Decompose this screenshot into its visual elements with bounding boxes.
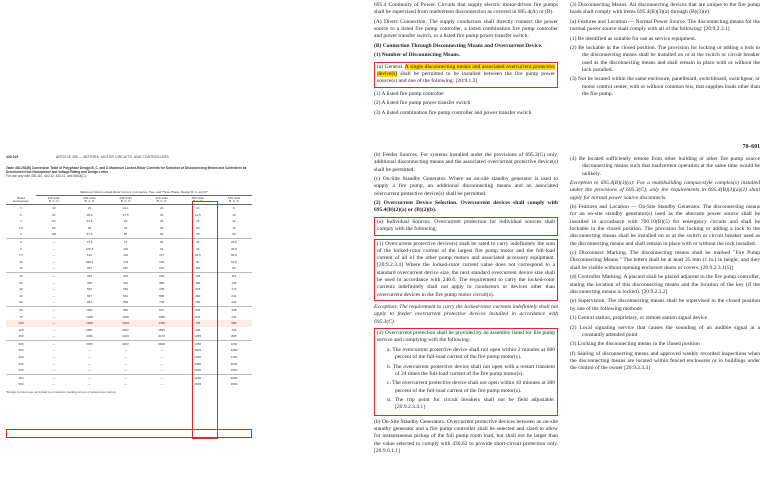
b1a-highlight: A single disconnecting means and associated overcurrent protective device(s) [377,63,555,78]
table-cell: 1450 [180,340,216,347]
para-3d: (d) Controller Marking. A placard shall be placed adjacent to the fire pump controller, stating the location of this disconnecting means and the location of the key (if the disconnecting means is locked). [20:9.2.3.2] [570,274,760,295]
table-header-cell [108,196,144,205]
table-cell: — [52,246,56,251]
exception-3a: Exception to 695.4(B)(3)(a): For a multibuilding campus-style complex(s) installed under the provisions of 695.3(C), only the requirements in 695.4(B)(3)(a)(2) shall apply for normal power source disconnects. [570,180,760,201]
table-header-cell [36,196,71,205]
para-b-heading: (B) Connection Through Disconnecting Means and Overcurrent Device. [374,42,543,49]
header-line-1: 115 Volts [47,195,60,200]
table-cell: — [124,355,128,360]
table-cell: 870 [144,306,180,313]
right-page-number: 70–601 [742,144,760,150]
table-cell: — [52,314,56,319]
table-cell: 40 [19,293,23,298]
table-cell: 350 [18,361,24,366]
table-cell: 363 [195,300,201,305]
table-cell: — [124,361,128,366]
table-cell: 1668 [71,320,107,327]
table-cell: — [108,374,144,381]
table-cell: 105.8 [85,246,94,251]
table-cell: — [160,382,164,387]
table-cell: 75 [19,314,23,319]
para-3-disconnecting: (3) Disconnecting Means. All disconnecting devices that are unique to the fire pump loads shall comply with items 695.4(B)(3)(a) through (B)(3)(e). [570,2,760,16]
para-2a-2-head: (2) Overcurrent protection shall be provided by an assembly listed for fire pump service and complying with the following: [377,329,555,344]
table-cell: 200 [6,340,36,347]
table-cell: 267 [86,266,92,271]
table-cell: 150 [18,334,24,339]
table-cell: 868 [231,334,237,339]
table-cell: 20 [196,225,200,230]
table-cell: 2200 [194,355,202,360]
para-a-direct: (A) Direct Connection. The supply conductors shall directly connect the power source to a listed fire pump controller, a listed combination fire pump controller and power transfer switch, or a listed fire pump power transfer switch. [374,18,558,40]
table-cell: 580 [216,320,252,327]
table-cell: 34.5 [86,219,93,224]
table-cell: — [124,348,128,353]
list-3a-4: (4) Be located sufficiently remote from other building or other fire pump source disconnecting means such that inadvertent operation at the same time would be unlikely. [570,156,760,177]
table-cell: 23 [87,206,92,210]
para-b1-heading: (1) Number of Disconnecting Means. [374,52,460,59]
table-cell: 232 [231,293,237,298]
table-cell: 334 [71,272,107,279]
para-3f: (f) Sealing of disconnecting means and approved weekly recorded inspections when the disconnecting means are located within fenced enclosures or in buildings under the control of the owner [20:9.2.3.3] [570,350,760,372]
table-cell: 25 [19,280,23,285]
table-cell: 140 [123,253,129,258]
table-cell: 73.6 [71,238,107,245]
table-cell: 2900 [144,340,180,347]
table-cell: 290 [231,300,237,305]
table-cell: 725 [159,300,165,305]
column-a-top [374,2,558,119]
para-3a: (a) Features and Location — Normal Power Source. The disconnecting means for the normal power source shall comply with all of the following: [20:9.2.3.1] [570,18,760,33]
table-header-cell [6,196,36,205]
table-cell: 348 [216,306,252,313]
table-cell: 1825 [194,348,202,353]
list-3a-3: (3) Not be located within the same enclosure, panelboard, switchboard, switchgear, or motor control center, with or without common bus, that supplies loads other than the fire pump. [570,76,760,98]
column-a-bottom [374,152,558,458]
para-3b: (b) Features and Location — On-Site Standby Generator. The disconnecting means for an on-site standby generator(s) used as the alternate power source shall be installed in accordance with 700.10(B)(5) for emergency circuits and shall be lockable in the closed position. The provision for locking or adding a lock to the disconnecting means shall be installed on or at the switch or circuit breaker used as the disconnecting means and shall remain in place with or without the lock installed. [570,204,760,247]
boxed-para-2a-2 [374,328,558,416]
table-cell: — [144,374,180,381]
header-line-1: 208 Volts [119,195,132,200]
table-cell: 7½ [18,253,24,258]
b1a-rest: shall be permitted to be installed between the fire pump power source(s) and one of the following: [20:9.1.2] [377,71,555,85]
table-cell: 232 [159,266,165,271]
header-line-1: 460 Volts [191,195,204,200]
boxed-para-b1a [374,62,558,88]
header-line-2: Horsepower [12,199,30,203]
table-cell: 400 [18,368,24,373]
table-cell: — [124,382,128,387]
para-2a-2-a: a. The overcurrent protective device shall not open within 2 minutes at 600 percent of the full-load current of the fire pump motor(s). [387,346,555,361]
table-cell: 726 [231,327,237,332]
table-cell: 2007 [122,327,129,332]
para-2a-2-d: d. The trip point for circuit breakers shall not be field adjustable. [20:9.2.3.4.1] [387,397,555,411]
table-cell: 30 [160,219,164,224]
table-cell: 64.8 [230,259,237,264]
table-cell: 15 [196,219,200,224]
header-line-2: B, C, D [120,199,131,203]
table-cell: 22.1 [122,206,129,210]
table-cell: 1 [20,219,22,224]
table-cell: — [52,287,56,292]
table-cell: 2496 [86,334,93,339]
table-cell: — [36,306,71,313]
table-cell: 25 [160,212,164,217]
table-cell: 450 [6,374,36,381]
table-cell: — [52,300,56,305]
table-cell: — [160,368,164,373]
para-2a-2-b: b. The overcurrent protective device shall not open with a restart transient of 24 times the full-load current of the fire pump motor(s). [387,363,555,377]
table-cell: 64 [144,238,180,245]
table-cell: 15 [19,266,23,271]
header-line-2: B, C, D [192,199,203,203]
table-cell: 434 [231,314,237,319]
table-cell: 63.5 [194,253,201,258]
table-cell: 116 [216,272,252,279]
table-cell: — [52,334,56,339]
table-cell: 500 [86,287,92,292]
table-cell: 27.6 [122,212,129,217]
table-cell: 102 [123,246,129,251]
header-line-2: B, C, D [48,199,59,203]
list-item-1: (1) A listed fire pump controller [374,90,445,97]
table-cell: 1248 [86,314,93,319]
table-cell: 10 [19,259,23,264]
table-cell: 183 [195,280,201,285]
table-cell: 962 [108,306,144,313]
table-span-header: Maximum Motor Locked-Rotor Current in Amperes, Two- and Three-Phase, Design B, C, and D* [36,190,252,196]
header-line-1: 575 Volts [227,195,241,200]
table-cell: — [88,348,91,353]
table-cell: 2040 [230,361,238,366]
table-cell: 71 [108,238,144,245]
table-cell: — [88,382,91,387]
table-cell: 435 [159,287,165,292]
table-cell: — [36,374,71,381]
right-page [262,0,768,497]
table-title [6,166,252,179]
table-cell: 50 [160,232,164,237]
para-b-feeder: (b) Feeder Sources. For systems installed under the provisions of 695.3(C) only, additional disconnecting means and the associated overcurrent protective device(s) shall be permitted. [374,152,558,173]
table-cell: — [160,355,164,360]
table-cell: 145 [180,272,216,279]
table-cell: — [124,368,128,373]
boxed-para-2a-1 [374,239,558,301]
table-header-cell [71,196,107,205]
table-cell: 55 [123,232,128,237]
header-line-1: 230 Volts [155,195,168,200]
table-cell: 81 [196,259,200,264]
table-cell: 12.5 [194,212,201,217]
table-cell: 127 [159,253,165,258]
table-cell: 1001 [71,306,107,313]
left-page [4,150,256,495]
table-cell: 834 [86,300,92,305]
table-cell: 1085 [158,314,166,319]
table-cell: — [36,238,71,245]
para-2a-2-c: c. The overcurrent protective device shall not open within 10 minutes at 300 percent of the full-load current of the fire pump motor(s). [387,380,555,394]
table-cell: 146 [231,280,237,285]
table-cell: 218 [195,287,201,292]
header-line-2: B, C, D [156,199,167,203]
table-cell: 1760 [230,355,238,360]
table-cell: 80 [52,225,56,230]
list-item-2: (2) A listed fire pump power transfer switch [374,100,471,107]
table-cell: 186.3 [85,259,94,264]
table-cell: 28.8 [86,212,93,217]
table-cell: — [88,361,91,366]
table-cell: 1450 [144,320,180,327]
table-cell: 1½ [18,225,24,230]
table-cell: 50 [52,212,56,217]
table-cell: 93 [232,266,236,271]
table-cell: 40 [52,206,56,210]
para-2-overcurrent: (2) Overcurrent Device Selection. Overcurrent devices shall comply with 695.4(B)(2)(a) or (B)(2)(b). [374,200,558,214]
table-cell: — [52,368,56,373]
table-subtitle: For use only with 430.110, 440.12, 440.41, and 455.8(C). [6,174,87,179]
para-2a-1-text: (1) Overcurrent protective device(s) shall be rated to carry indefinitely the sum of the locked-rotor current of the largest fire pump motor and the full-load current of all of the other pump motors and associated accessory equipment. [20:9.2.3.4] Where the locked-rotor current value does not correspond to a standard overcurrent device size, the next standard overcurrent device size shall be used in accordance with 240.6. The requirement to carry the locked-rotor currents indefinitely shall not apply to conductors or devices other than overcurrent devices in the fire pump motor circuit(s). [377,240,555,298]
highlight-column-460v [192,201,218,439]
table-cell: 667 [86,293,92,298]
table-cell: 40 [160,225,164,230]
table-cell: 2600 [216,374,252,381]
table-cell: 3625 [194,382,202,387]
table-title-text: Table 430.251(B) Conversion Table of Polyphase Design B, C, and D Maximum Locked-Rotor Currents for Selection of Disconnecting Means and Controllers as Determined from Horsepower and Voltage Rating and Design Letter [6,166,247,175]
table-cell: 179 [123,259,129,264]
table-cell: 10 [232,212,236,217]
table-cell: 2170 [158,334,166,339]
table-cell: ¾ [19,212,23,217]
table-cell: 2400 [122,334,129,339]
table-cell: — [36,272,71,279]
table-cell: 46 [87,225,92,230]
table-cell: 543 [195,314,201,319]
table-cell: — [52,253,56,258]
table-cell: — [52,348,56,353]
exception-2a: Exception: The requirement to carry the locked-rotor currents indefinitely shall not apply to feeder overcurrent protective devices installed in accordance with 695.3(C). [374,303,558,325]
table-cell: 60 [6,306,36,313]
table-cell: 57.5 [86,232,93,237]
running-head-title: ARTICLE 430 — MOTORS, MOTOR CIRCUITS, AND CONTROLLERS [56,155,169,159]
table-cell: 365 [159,280,165,285]
table-cell: 580 [159,293,165,298]
table-cell: — [52,259,56,264]
table-cell: ½ [19,206,23,210]
table-cell: 290 [195,293,201,298]
list-3e-2: (2) Local signaling service that causes the sounding of an audible signal at a constantly attended point [570,324,760,338]
table-cell: 20 [160,206,164,210]
table-cell: 116 [195,266,201,271]
column-b-bottom [570,156,760,375]
table-cell: 100 [6,320,36,327]
table-cell: 25 [196,232,200,237]
table-cell: — [160,361,164,366]
table-cell: 908 [195,327,201,332]
table-cell: — [71,374,107,381]
para-3e: (e) Supervision. The disconnecting means shall be supervised in the closed position by one of the following methods: [570,298,760,312]
table-cell: 2550 [194,361,202,366]
table-cell: 5 [20,246,22,251]
table-cell: — [52,361,56,366]
table-cell: 50.8 [230,253,237,258]
table-cell: 3250 [180,374,216,381]
table-cell: 1815 [158,327,166,332]
table-cell: 3 [6,238,36,245]
table-cell: 25.6 [216,238,252,245]
table-header-cell [144,196,180,205]
table-cell: 20 [232,232,236,237]
table-cell: 174 [231,287,237,292]
table-cell: 33 [123,219,128,224]
list-3a-2: (2) Be lockable in the closed position. The provision for locking or adding a lock to the disconnecting means shall be installed on or at the switch or circuit breaker used as the disconnecting means and shall remain in place with or without the lock installed. [570,45,760,73]
list-3e-3: (3) Locking the disconnecting means in the closed position [570,341,700,348]
table-cell: — [36,320,71,327]
para-695-4: 695.4 Continuity of Power. Circuits that supply electric motor-driven fire pumps shall be supervised from inadvertent disconnection as covered in 695.4(A) or (B). [374,2,558,16]
list-3e-1: (1) Central station, proprietary, or remote station signal device [570,315,708,322]
table-cell: — [88,355,91,360]
header-line-2: B, C, D [229,199,239,203]
table-cell: 250 [18,348,24,353]
table-cell: — [160,348,164,353]
table-cell: 92 [160,246,164,251]
table-cell: 100 [51,232,57,237]
table-cell: 16 [232,225,236,230]
table-cell: 30 [19,287,23,292]
b1a-prefix: (a) General. [377,63,404,70]
table-cell: 2087 [86,327,93,332]
table-cell: 20 [6,272,36,279]
table-cell: 44 [123,225,128,230]
table-cell: — [88,368,91,373]
table-cell: 500 [18,382,24,387]
table-cell: 481 [123,287,129,292]
table-cell: 1160 [216,340,252,347]
table-cell: 36.8 [230,246,237,251]
table-cell: 802 [123,300,129,305]
table-cell: 10 [196,206,200,210]
table-cell: 46 [196,246,200,251]
table-cell: 32 [180,238,216,245]
table-cell: 50 [19,300,23,305]
boxed-para-2a [374,217,558,236]
page-number: 430.215 [6,155,19,159]
table-cell: — [52,327,56,332]
para-2a-text: (a) Individual Sources. Overcurrent protection for individual sources shall comply with the following: [377,218,555,233]
table-cell: — [52,293,56,298]
table-cell: 300 [18,355,24,360]
table-cell: 146 [86,253,92,258]
table-cell: — [52,280,56,285]
para-2b-generator: (b) On-Site Standby Generators. Overcurrent protective devices between an on-site standby generator and a fire pump controller shall be selected and sized to allow for instantaneous pickup of the full pump room load, but shall not be larger than the value selected to comply with 430.62 to provide short-circuit protection only. [20:9.6.1.1] [374,418,558,455]
table-cell: 2900 [194,368,202,373]
table-cell: — [36,340,71,347]
header-line-1: 200 Volts [83,195,96,200]
table-cell: 3207 [108,340,144,347]
para-3c: (c) Disconnect Marking. The disconnecting means shall be marked "Fire Pump Disconnecting Means." The letters shall be at least 25 mm (1 in.) in height, and they shall be visible without opening enclosure doors or covers. [20:9.2.3.1(5)] [570,250,760,271]
table-cell: 435 [180,306,216,313]
para-c-generator: (c) On-Site Standby Generator. Where an on-site standby generator is used to supply a fire pump, an additional disconnecting means and an associated overcurrent protective device(s) shall be permitted. [374,176,558,197]
table-cell: — [52,355,56,360]
table-cell: — [52,382,56,387]
table-cell: 1460 [230,348,238,353]
table-cell: 1085 [194,334,202,339]
table-footnote: *Design A motors are not limited to a maximum starting current or locked-rotor current. [6,390,117,395]
table-cell: 420 [86,280,92,285]
table-cell: 60 [52,219,56,224]
header-line-1: Rated [16,195,25,200]
list-3a-1: (1) Be identified as suitable for use as service equipment. [570,35,697,42]
table-cell: 641 [123,293,129,298]
table-cell: 2 [20,232,22,237]
table-cell: 162 [159,259,165,264]
table-cell: 321 [108,272,144,279]
table-cell: 257 [123,266,129,271]
table-cell: 125 [18,327,24,332]
table-cell: 3335 [71,340,107,347]
table-cell: 2320 [230,368,238,373]
table-cell: 725 [180,320,216,327]
table-cell: 404 [123,280,129,285]
table-header-cell [216,196,252,205]
table-cell: 8 [233,206,235,210]
table-cell: 12 [232,219,236,224]
header-line-2: B, C, D [84,199,95,203]
table-cell: 1200 [122,314,129,319]
table-cell: 2900 [230,382,238,387]
table-cell: — [52,266,56,271]
column-b-top [570,2,760,101]
table-cell: 1603 [108,320,144,327]
table-cell: 290 [144,272,180,279]
list-item-3: (3) A listed combination fire pump controller and power transfer switch [374,109,532,116]
